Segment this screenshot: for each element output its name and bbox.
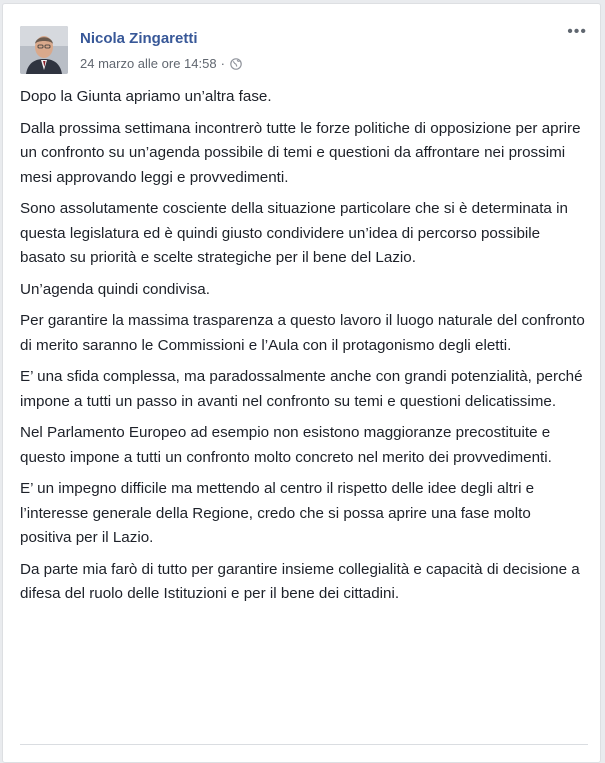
post-paragraph: Nel Parlamento Europeo ad esempio non esistono maggioranze precostituite e questo impone a tutti un confronto molto concreto nel merito dei provvedimenti. [20, 424, 552, 466]
post-paragraph: Dalla prossima settimana incontrerò tutte le forze politiche di opposizione per aprire un confronto su un’agenda possibile di temi e questioni da affrontare nei prossimi mesi approvando leggi e provvedimenti. [20, 119, 581, 186]
author-name-link[interactable]: Nicola Zingaretti [80, 30, 198, 47]
post-timestamp[interactable]: 24 marzo alle ore 14:58 [80, 56, 217, 71]
avatar[interactable] [20, 26, 68, 74]
footer-divider [20, 744, 588, 745]
meta-separator: · [220, 56, 225, 71]
post-meta [80, 56, 242, 71]
post-paragraph: Per garantire la massima trasparenza a questo lavoro il luogo naturale del confronto di merito saranno le Commissioni e l’Aula con il protagonismo degli eletti. [20, 312, 585, 354]
post-paragraph: Sono assolutamente cosciente della situazione particolare che si è determinata in questa legislatura ed è quindi giusto condividere un’idea di percorso possibile basato su priorità e scelte strategiche per il bene del Lazio. [20, 200, 568, 266]
more-options-icon[interactable]: ••• [567, 23, 587, 40]
post-header [20, 23, 588, 78]
post-paragraph: Da parte mia farò di tutto per garantire insieme collegialità e capacità di decisione a difesa del ruolo delle Istituzioni e per il bene dei cittadini. [20, 560, 580, 602]
post-paragraph: E’ un impegno difficile ma mettendo al centro il rispetto delle idee degli altri e l’interesse generale della Regione, credo che si possa aprire una fase molto positiva per il Lazio. [20, 480, 535, 546]
post-body [20, 85, 586, 614]
post-paragraph: Un’agenda quindi condivisa. [20, 280, 210, 298]
globe-icon[interactable] [230, 58, 242, 70]
facebook-post [2, 3, 601, 763]
avatar-image [20, 26, 68, 74]
post-paragraph: Dopo la Giunta apriamo un’altra fase. [20, 88, 272, 105]
post-paragraph: E’ una sfida complessa, ma paradossalmente anche con grandi potenzialità, perché impone a tutti un passo in avanti nel confronto su temi e questioni delicatissime. [20, 368, 583, 410]
